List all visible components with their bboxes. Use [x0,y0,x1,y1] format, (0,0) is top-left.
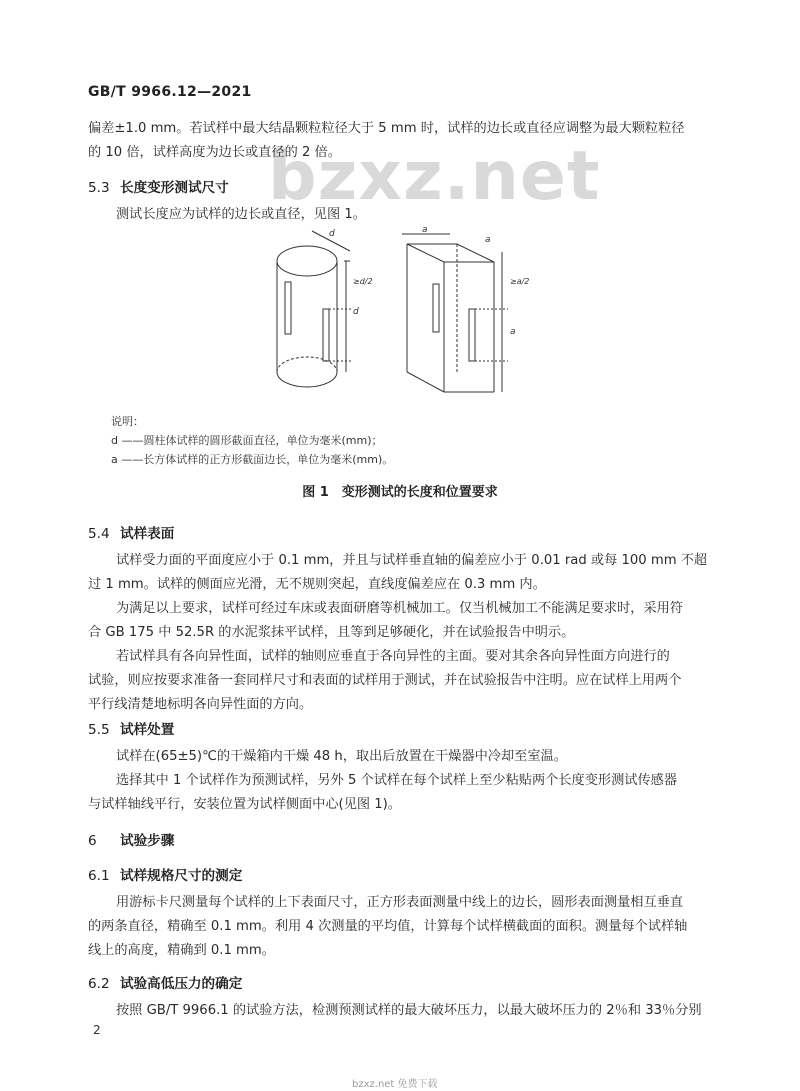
paragraph-line: 试验，则应按要求准备一套同样尺寸和表面的试样用于测试，并在试验报告中注明。应在试样上用两个 [88,673,682,688]
section-heading-5-4 [88,522,174,542]
cylinder-sensor-left [285,282,291,334]
section-title: 试样规格尺寸的测定 [120,868,243,884]
section-number: 6 [88,833,97,849]
paragraph-line: 的两条直径，精确至 0.1 mm。利用 4 次测量的平均值，计算每个试样横截面的面积。测量每个试样轴 [88,919,688,934]
paragraph-line: 线上的高度，精确到 0.1 mm。 [88,943,275,958]
paragraph-line: 按照 GB/T 9966.1 的试验方法，检测预测试样的最大破坏压力，以最大破坏压力的 2％和 33％分别 [116,1003,702,1018]
section-heading-5-3 [88,176,229,196]
section-title: 长度变形测试尺寸 [120,180,229,196]
section-number: 5.4 [88,526,110,542]
label-d-top: d [329,229,335,239]
paragraph-line: 平行线清楚地标明各向异性面的方向。 [88,697,313,712]
cylinder-top-ellipse [277,246,337,276]
label-d-half: ≥d/2 [353,277,373,286]
paragraph-line: 的 10 倍，试样高度为边长或直径的 2 倍。 [88,145,341,160]
standard-code-header: GB/T 9966.12—2021 [88,84,252,100]
section-title: 试验步骤 [120,833,175,849]
section-title: 试样表面 [120,526,175,542]
label-d-mid: d [353,307,359,317]
legend-d: d ——圆柱体试样的圆形截面直径，单位为毫米(mm)； [111,434,383,447]
paragraph-line: 试样受力面的平面度应小于 0.1 mm，并且与试样垂直轴的偏差应小于 0.01 rad 或每 100 mm 不超 [116,553,708,568]
label-a-right: a [485,235,491,245]
paragraph-line: 与试样轴线平行，安装位置为试样侧面中心(见图 1)。 [88,797,401,812]
paragraph-line: 为满足以上要求，试样可经过车床或表面研磨等机械加工。仅当机械加工不能满足要求时，采用符 [116,601,684,616]
prism-sensor-right [469,309,475,361]
label-a-mid: a [510,327,516,337]
paragraph-line: 测试长度应为试样的边长或直径，见图 1。 [116,207,366,222]
section-heading-6-1 [88,864,242,884]
cylinder-bottom-arc [277,372,337,387]
paragraph-line: 试样在(65±5)℃的干燥箱内干燥 48 h，取出后放置在干燥器中冷却至室温。 [116,749,567,764]
paragraph-line: 若试样具有各向异性面，试样的轴则应垂直于各向异性的主面。要对其余各向异性面方向进行的 [116,649,670,664]
label-a-top: a [422,225,428,235]
site-watermark: bzxz.net [268,137,601,216]
prism-sensor-left [433,284,439,332]
label-a-half: ≥a/2 [510,277,530,286]
section-title: 试验高低压力的确定 [120,976,243,992]
paragraph-line: 用游标卡尺测量每个试样的上下表面尺寸，正方形表面测量中线上的边长，圆形表面测量相互垂直 [116,895,684,910]
cylinder-sensor-right [323,309,329,361]
section-heading-5-5 [88,718,174,738]
section-number: 5.3 [88,180,110,196]
section-heading-6-2 [88,972,242,992]
figure-caption: 图 1 变形测试的长度和位置要求 [302,485,498,500]
legend-a: a ——长方体试样的正方形截面边长，单位为毫米(mm)。 [111,453,394,466]
section-number: 6.2 [88,976,110,992]
section-title: 试样处置 [120,722,175,738]
paragraph-line: 合 GB 175 中 52.5R 的水泥浆抹平试样，且等到足够硬化，并在试验报告中明示。 [88,625,575,640]
cylinder-bottom-hidden-arc [277,357,337,372]
prism-top-face [407,244,494,262]
section-number: 6.1 [88,868,110,884]
page-number: 2 [93,1023,101,1037]
paragraph-line: 偏差±1.0 mm。若试样中最大结晶颗粒粒径大于 5 mm 时，试样的边长或直径应调整为最大颗粒粒径 [88,121,685,136]
paragraph-line: 过 1 mm。试样的侧面应光滑，无不规则突起，直线度偏差应在 0.3 mm 内。 [88,577,546,592]
footer-watermark: bzxz.net 免费下载 [352,1079,438,1090]
section-number: 5.5 [88,722,110,738]
paragraph-line: 选择其中 1 个试样作为预测试样，另外 5 个试样在每个试样上至少粘贴两个长度变形测试传感器 [116,773,678,788]
section-heading-6 [88,829,174,849]
figure-1-diagram [262,224,542,414]
legend-title: 说明： [111,415,144,428]
